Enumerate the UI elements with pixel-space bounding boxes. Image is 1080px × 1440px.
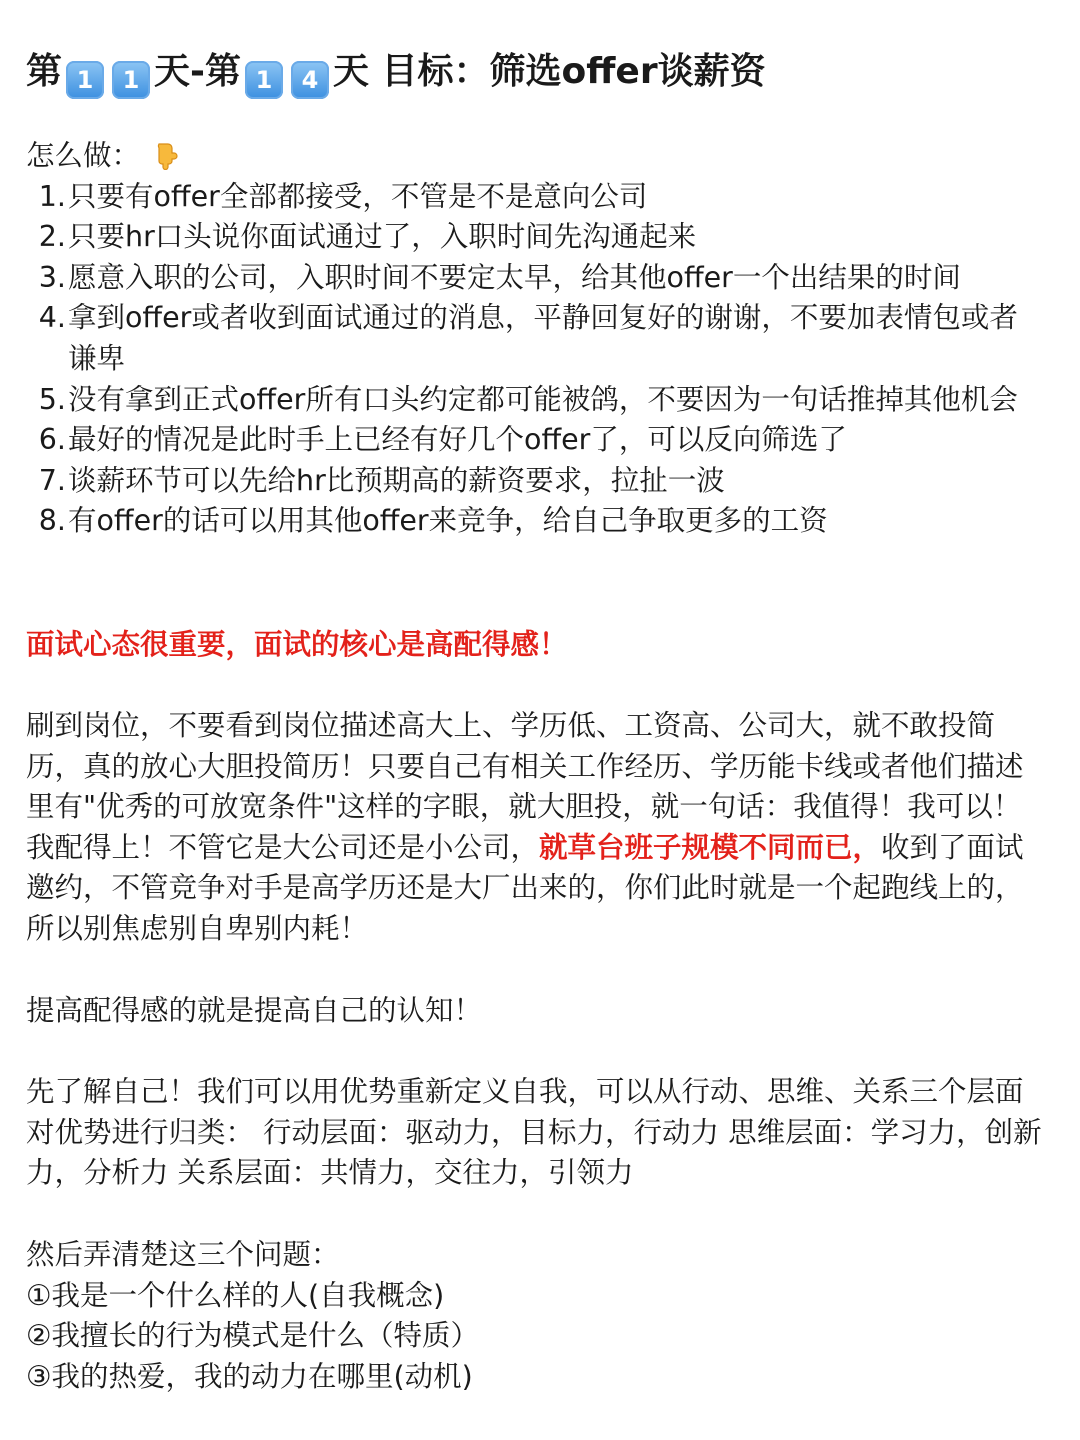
how-to-label: 怎么做：	[26, 139, 141, 172]
list-text: 只要hr口头说你面试通过了，入职时间先沟通起来	[68, 220, 697, 254]
question-item: ②我擅长的行为模式是什么（特质）	[26, 1319, 480, 1353]
how-to-label-row	[26, 136, 1046, 177]
keycap-four-icon: 4	[291, 61, 329, 99]
list-number: 3.	[38, 260, 66, 294]
list-number: 5.	[38, 382, 66, 416]
list-number: 6.	[38, 423, 66, 457]
title-goal: 天 目标：筛选offer谈薪资	[332, 51, 766, 92]
list-number: 7.	[38, 463, 66, 497]
list-item	[26, 177, 1046, 218]
paragraph-text: 刷到岗位，不要看到岗位描述高大上、学历低、工资高、公司大，就不敢投简历，真的放心大胆投简历！只要自己有相关工作经历、学历能卡线或者他们描述里有"优秀的可放宽条件"这样的字眼，就大胆投，就一句话：我值得！我可以！我配得上！不管它是大公司还是小公司，	[26, 709, 1024, 864]
list-item	[26, 501, 1046, 542]
strengths-paragraph: 先了解自己！我们可以用优势重新定义自我，可以从行动、思维、关系三个层面对优势进行归类： 行动层面：驱动力，目标力，行动力 思维层面：学习力，创新力，分析力 关系层面：共情力，交往力，引领力	[26, 1075, 1042, 1190]
keycap-one-icon: 1	[112, 61, 150, 99]
list-text: 没有拿到正式offer所有口头约定都可能被鸽，不要因为一句话推掉其他机会	[68, 382, 1018, 416]
list-number: 8.	[38, 504, 66, 538]
highlight-text: 就草台班子规模不同而已，	[539, 830, 882, 864]
steps-list	[26, 177, 1046, 542]
list-item	[26, 258, 1046, 299]
list-number: 4.	[38, 301, 66, 335]
cognition-paragraph: 提高配得感的就是提高自己的认知！	[26, 994, 483, 1027]
question-item: ③我的热爱，我的动力在哪里(动机)	[26, 1359, 473, 1393]
keycap-one-icon: 1	[66, 61, 104, 99]
questions-section	[26, 1235, 1046, 1397]
pointing-down-icon	[150, 140, 180, 170]
keycap-one-icon: 1	[245, 61, 283, 99]
list-item	[26, 298, 1046, 379]
list-text: 最好的情况是此时手上已经有好几个offer了，可以反向筛选了	[68, 423, 847, 457]
list-text: 只要有offer全部都接受，不管是不是意向公司	[68, 179, 648, 213]
list-item	[26, 380, 1046, 421]
list-number: 1.	[38, 179, 66, 213]
list-number: 2.	[38, 220, 66, 254]
list-item	[26, 217, 1046, 258]
page-title	[26, 44, 766, 100]
questions-intro: 然后弄清楚这三个问题：	[26, 1238, 340, 1271]
how-to-section	[26, 136, 1046, 542]
list-item	[26, 420, 1046, 461]
confidence-paragraph	[26, 706, 1046, 950]
list-text: 愿意入职的公司，入职时间不要定太早，给其他offer一个出结果的时间	[68, 260, 961, 294]
list-text: 拿到offer或者收到面试通过的消息，平静回复好的谢谢，不要加表情包或者谦卑	[68, 301, 1018, 375]
mindset-heading: 面试心态很重要，面试的核心是高配得感！	[26, 628, 568, 661]
title-middle: 天-第	[154, 51, 241, 92]
title-prefix: 第	[26, 51, 63, 92]
list-text: 有offer的话可以用其他offer来竞争，给自己争取更多的工资	[68, 504, 828, 538]
question-item: ①我是一个什么样的人(自我概念)	[26, 1278, 445, 1312]
list-item	[26, 461, 1046, 502]
list-text: 谈薪环节可以先给hr比预期高的薪资要求，拉扯一波	[68, 463, 725, 497]
paragraph-text: 收到了面试邀约，不管竞争对手是高学历还是大厂出来的，你们此时就是一个起跑线上的，所以别焦虑别自卑别内耗！	[26, 830, 1024, 945]
